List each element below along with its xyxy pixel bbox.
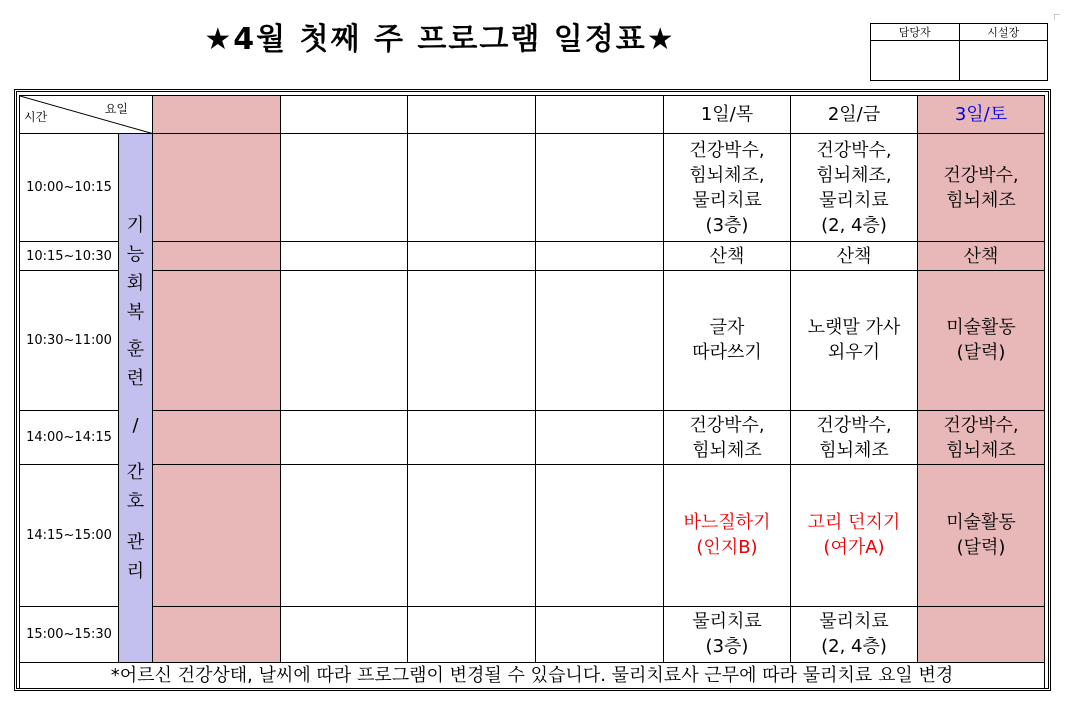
program-cell: 산책	[918, 242, 1045, 270]
time-axis-label: 시간	[24, 110, 48, 125]
time-cell: 10:15~10:30	[20, 242, 119, 270]
program-cell: 미술활동 (달력)	[918, 270, 1045, 410]
approval-director-label: 시설장	[959, 24, 1048, 41]
program-cell	[408, 242, 536, 270]
program-cell	[153, 411, 281, 465]
schedule-row	[20, 270, 1045, 410]
day-header: 2일/금	[791, 96, 918, 134]
day-header	[153, 96, 281, 134]
schedule-table	[19, 95, 1045, 689]
day-header	[536, 96, 664, 134]
program-cell	[153, 606, 281, 662]
schedule-row	[20, 465, 1045, 606]
footer-note: *어르신 건강상태, 날씨에 따라 프로그램이 변경될 수 있습니다. 물리치료사 근무에 따라 물리치료 요일 변경	[20, 662, 1045, 688]
program-cell	[536, 411, 664, 465]
program-cell: 건강박수, 힘뇌체조, 물리치료 (2, 4층)	[791, 134, 918, 242]
side-category-label: 기 능 회 복 훈 련 / 간 호 관 리	[119, 134, 153, 663]
time-cell: 15:00~15:30	[20, 606, 119, 662]
corner-mark-icon	[1054, 14, 1060, 20]
program-cell	[536, 134, 664, 242]
program-cell	[281, 465, 408, 606]
program-cell	[153, 270, 281, 410]
program-cell: 건강박수, 힘뇌체조	[664, 411, 791, 465]
approval-manager-label: 담당자	[871, 24, 960, 41]
time-cell: 14:00~14:15	[20, 411, 119, 465]
program-cell: 노랫말 가사 외우기	[791, 270, 918, 410]
program-cell	[536, 242, 664, 270]
program-cell: 미술활동 (달력)	[918, 465, 1045, 606]
program-cell: 물리치료 (3층)	[664, 606, 791, 662]
program-cell: 물리치료 (2, 4층)	[791, 606, 918, 662]
program-cell: 건강박수, 힘뇌체조	[918, 134, 1045, 242]
program-cell: 산책	[791, 242, 918, 270]
program-cell	[408, 411, 536, 465]
program-cell	[281, 411, 408, 465]
program-cell	[408, 465, 536, 606]
program-cell	[536, 465, 664, 606]
approval-manager-sign[interactable]	[871, 41, 960, 81]
program-cell: 산책	[664, 242, 791, 270]
schedule-row	[20, 134, 1045, 242]
program-cell	[536, 606, 664, 662]
program-cell	[153, 465, 281, 606]
program-cell: 바느질하기 (인지B)	[664, 465, 791, 606]
program-cell	[281, 270, 408, 410]
day-header	[408, 96, 536, 134]
approval-box	[870, 23, 1048, 81]
program-cell: 건강박수, 힘뇌체조	[791, 411, 918, 465]
program-cell	[281, 134, 408, 242]
schedule-row	[20, 411, 1045, 465]
program-cell	[408, 270, 536, 410]
time-cell: 14:15~15:00	[20, 465, 119, 606]
program-cell	[918, 606, 1045, 662]
time-cell: 10:00~10:15	[20, 134, 119, 242]
schedule-row	[20, 242, 1045, 270]
program-cell	[153, 134, 281, 242]
day-axis-label: 요일	[104, 102, 128, 116]
page-title: ★4월 첫째 주 프로그램 일정표★	[204, 22, 676, 57]
program-cell	[408, 134, 536, 242]
program-cell	[536, 270, 664, 410]
program-cell	[281, 606, 408, 662]
day-header	[281, 96, 408, 134]
footer-row	[20, 662, 1045, 688]
program-cell: 건강박수, 힘뇌체조	[918, 411, 1045, 465]
time-cell: 10:30~11:00	[20, 270, 119, 410]
day-header: 1일/목	[664, 96, 791, 134]
header-row	[20, 96, 1045, 134]
day-header: 3일/토	[918, 96, 1045, 134]
program-cell	[281, 242, 408, 270]
program-cell: 건강박수, 힘뇌체조, 물리치료 (3층)	[664, 134, 791, 242]
schedule-row	[20, 606, 1045, 662]
approval-director-sign[interactable]	[959, 41, 1048, 81]
program-cell	[408, 606, 536, 662]
program-cell: 고리 던지기 (여가A)	[791, 465, 918, 606]
header-corner-cell	[20, 96, 153, 134]
program-cell	[153, 242, 281, 270]
program-cell: 글자 따라쓰기	[664, 270, 791, 410]
